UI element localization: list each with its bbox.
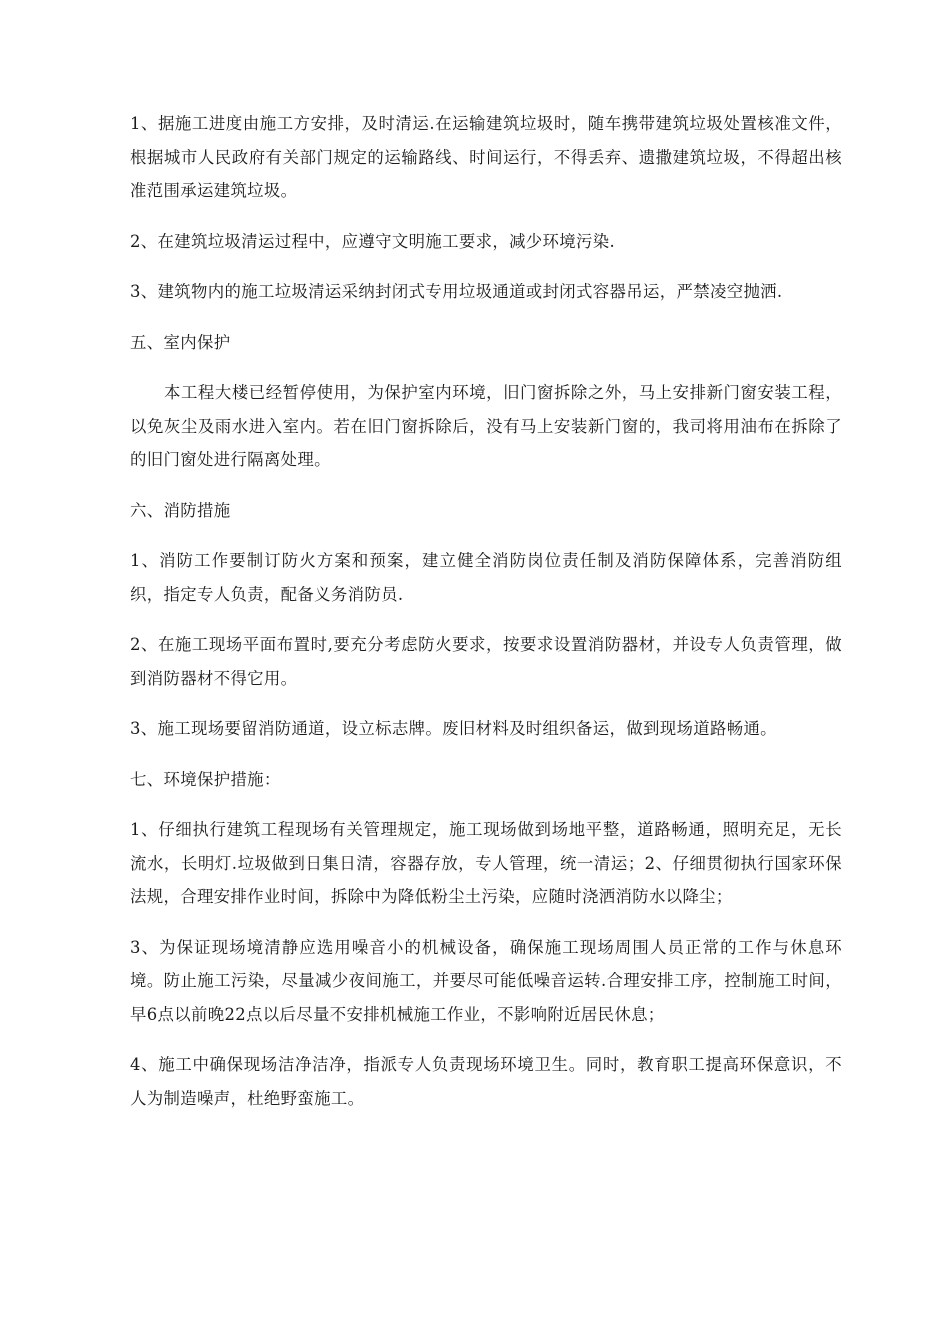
document-body — [130, 107, 842, 1132]
paragraph-env-3: 3、为保证现场境清静应选用噪音小的机械设备，确保施工现场周围人员正常的工作与休息环境。防止施工污染，尽量减少夜间施工，并要尽可能低噪音运转.合理安排工序，控制施工时间，早6点以前晚22点以后尽量不安排机械施工作业，不影响附近居民休息； — [130, 937, 842, 1024]
paragraph-indoor-protection: 本工程大楼已经暂停使用，为保护室内环境，旧门窗拆除之外，马上安排新门窗安装工程，以免灰尘及雨水进入室内。若在旧门窗拆除后，没有马上安装新门窗的，我司将用油布在拆除了的旧门窗处进行隔离处理。 — [130, 383, 842, 469]
paragraph-3: 3、建筑物内的施工垃圾清运采纳封闭式专用垃圾通道或封闭式容器吊运，严禁凌空抛洒. — [130, 282, 783, 301]
section-heading-6: 六、消防措施 — [130, 500, 231, 520]
paragraph-1: 1、据施工进度由施工方安排，及时清运.在运输建筑垃圾时，随车携带建筑垃圾处置核准文件，根据城市人民政府有关部门规定的运输路线、时间运行，不得丢弃、遗撒建筑垃圾，不得超出核准范围承运建筑垃圾。 — [130, 114, 842, 200]
paragraph-fire-3: 3、施工现场要留消防通道，设立标志牌。废旧材料及时组织备运，做到现场道路畅通。 — [130, 719, 777, 738]
paragraph-fire-2: 2、在施工现场平面布置时,要充分考虑防火要求，按要求设置消防器材，并设专人负责管理，做到消防器材不得它用。 — [130, 635, 842, 688]
paragraph-env-1: 1、仔细执行建筑工程现场有关管理规定，施工现场做到场地平整，道路畅通，照明充足，无长流水，长明灯.垃圾做到日集日清，容器存放，专人管理，统一清运；2、仔细贯彻执行国家环保法规，合理安排作业时间，拆除中为降低粉尘土污染，应随时浇洒消防水以降尘； — [130, 820, 842, 906]
paragraph-2: 2、在建筑垃圾清运过程中，应遵守文明施工要求，减少环境污染. — [130, 231, 616, 251]
paragraph-fire-1: 1、消防工作要制订防火方案和预案，建立健全消防岗位责任制及消防保障体系，完善消防组织，指定专人负责，配备义务消防员. — [130, 551, 842, 604]
paragraph-env-4: 4、施工中确保现场洁净洁净，指派专人负责现场环境卫生。同时，教育职工提高环保意识，不人为制造噪声，杜绝野蛮施工。 — [130, 1055, 842, 1108]
section-heading-7: 七、环境保护措施： — [130, 769, 281, 789]
section-heading-5: 五、室内保护 — [130, 332, 231, 352]
